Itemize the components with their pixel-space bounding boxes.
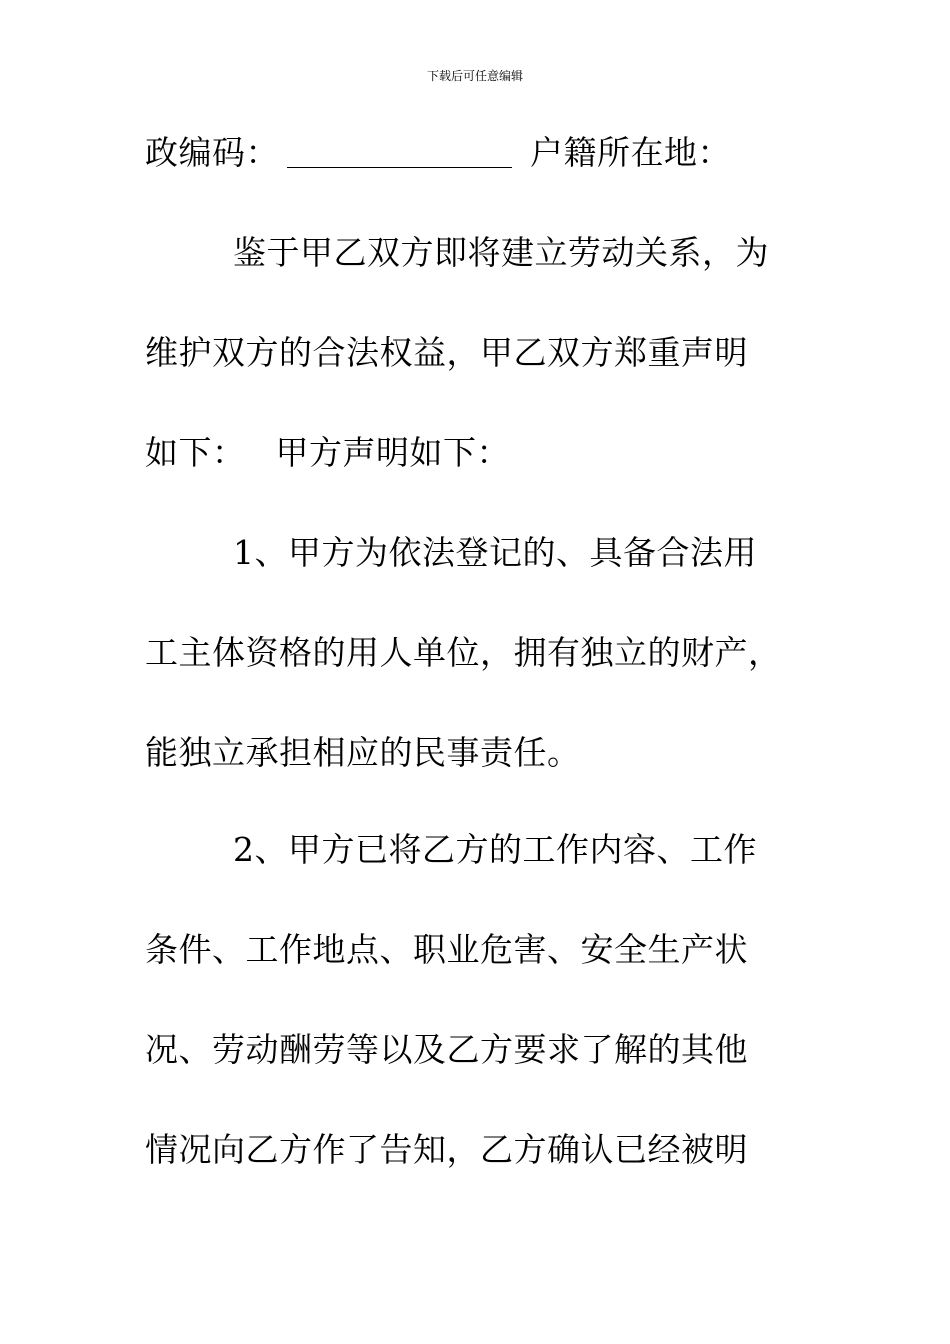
text-line-9: 条件、工作地点、职业危害、安全生产状 xyxy=(145,930,748,969)
text-line-4 xyxy=(145,433,825,473)
text-line-8: 2、甲方已将乙方的工作内容、工作 xyxy=(233,830,757,869)
text-line-2: 鉴于甲乙双方即将建立劳动关系，为 xyxy=(233,233,769,272)
postal-code-label: 政编码： xyxy=(145,133,279,172)
text-line-postal-code xyxy=(145,133,825,173)
text-line-6: 工主体资格的用人单位，拥有独立的财产， xyxy=(145,633,782,672)
postal-code-blank xyxy=(287,139,512,168)
text-line-10: 况、劳动酬劳等以及乙方要求了解的其他 xyxy=(145,1030,748,1069)
text-line-5: 1、甲方为依法登记的、具备合法用 xyxy=(233,533,757,572)
text-line-7: 能独立承担相应的民事责任。 xyxy=(145,733,581,772)
text-line-3: 维护双方的合法权益，甲乙双方郑重声明 xyxy=(145,333,748,372)
text-line-4-part-a: 如下： xyxy=(145,433,246,472)
text-line-11: 情况向乙方作了告知，乙方确认已经被明 xyxy=(145,1130,748,1169)
page-header-note: 下载后可任意编辑 xyxy=(426,69,523,83)
household-registration-label: 户籍所在地： xyxy=(530,133,731,172)
text-line-4-part-b: 甲方声明如下： xyxy=(275,433,510,472)
